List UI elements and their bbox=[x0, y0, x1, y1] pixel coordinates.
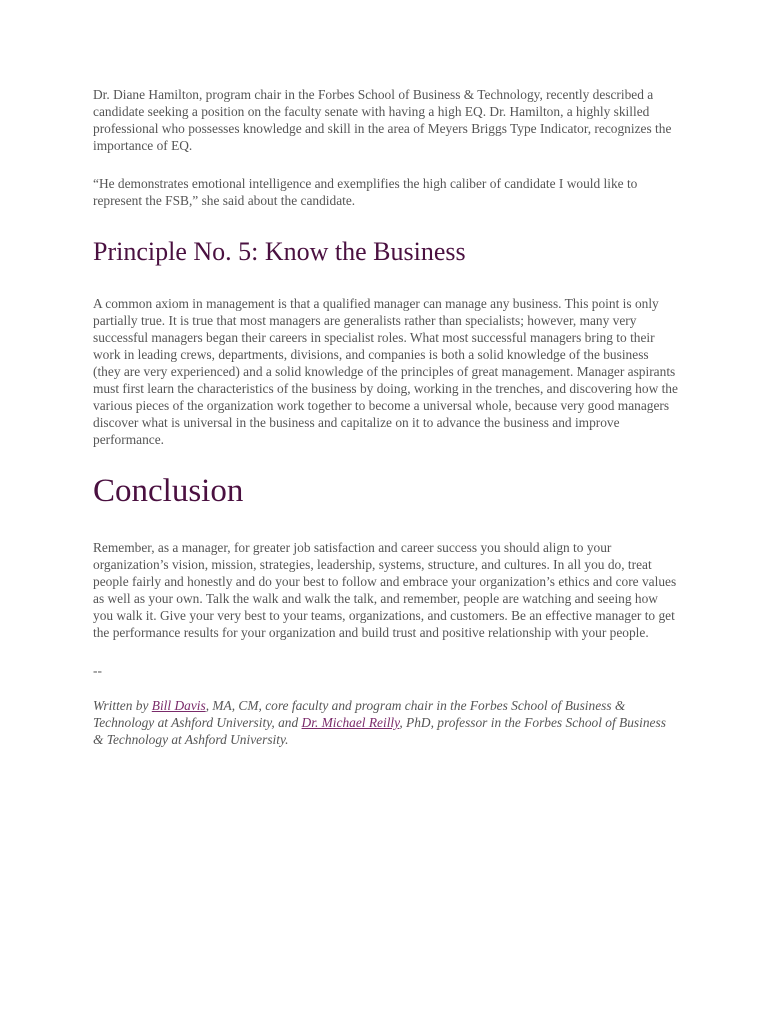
byline-prefix: Written by bbox=[93, 698, 152, 713]
author-link-michael-reilly[interactable]: Dr. Michael Reilly bbox=[301, 715, 400, 730]
conclusion-heading: Conclusion bbox=[93, 473, 244, 509]
quote-paragraph: “He demonstrates emotional intelligence and exemplifies the high caliber of candidate I would like to represent the FSB,” she said about the candidate. bbox=[93, 176, 638, 208]
byline bbox=[93, 697, 678, 748]
separator: -- bbox=[93, 663, 102, 678]
byline-author2-credentials: , PhD, professor in the Forbes School of Business & Technology at Ashford University. bbox=[93, 715, 666, 747]
author-link-bill-davis[interactable]: Bill Davis bbox=[151, 698, 206, 713]
article-body bbox=[93, 86, 678, 748]
byline-author1-credentials: , MA, CM, core faculty and program chair in the Forbes School of Business & Technology at Ashford University, and bbox=[93, 698, 626, 730]
intro-paragraph: Dr. Diane Hamilton, program chair in the Forbes School of Business & Technology, recently described a candidate seeking a position on the faculty senate with having a high EQ. Dr. Hamilton, a highly skilled professional who possesses knowledge and skill in the area of Meyers Briggs Type Indicator, recognizes the importance of EQ. bbox=[93, 87, 672, 153]
principle-paragraph: A common axiom in management is that a qualified manager can manage any business. This point is only partially true. It is true that most managers are generalists rather than specialists; however, many very successful managers began their careers in specialist roles. What most successful managers bring to their work in leading crews, departments, divisions, and companies is both a solid knowledge of the business (they are very experienced) and a solid knowledge of the principles of great management. Manager aspirants must first learn the characteristics of the business by doing, working in the trenches, and discovering how the various pieces of the organization work together to become a universal whole, because very good managers discover what is universal in the business and capitalize on it to advance the business and improve performance. bbox=[93, 296, 678, 447]
conclusion-paragraph: Remember, as a manager, for greater job satisfaction and career success you should align to your organization’s vision, mission, strategies, leadership, systems, structure, and cultures. In all you do, treat people fairly and honestly and do your best to follow and embrace your organization’s ethics and core values as well as your own. Talk the walk and walk the talk, and remember, people are watching and seeing how you walk it. Give your very best to your teams, organizations, and customers. Be an effective manager to get the performance results for your organization and build trust and positive relationship with your people. bbox=[93, 540, 677, 640]
principle-heading: Principle No. 5: Know the Business bbox=[93, 237, 466, 266]
